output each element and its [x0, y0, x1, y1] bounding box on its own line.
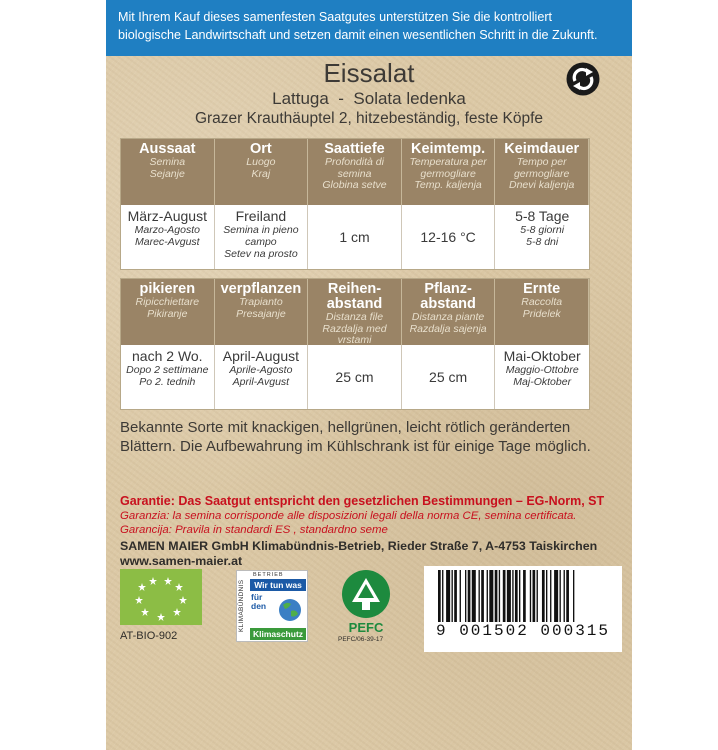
barcode-bar	[499, 570, 500, 622]
company-website: www.samen-maier.at	[120, 554, 243, 568]
header-pikieren: pikieren Ripicchiettare Pikiranje	[121, 279, 215, 345]
guarantee-sl: Garancija: Pravila in standardi ES , standardno seme	[120, 524, 388, 536]
barcode-bar	[533, 570, 536, 622]
barcode-bar	[460, 570, 461, 622]
pefc-tree-icon	[336, 568, 396, 636]
barcode-bar	[537, 570, 538, 622]
barcode-bar	[573, 570, 574, 622]
barcode-bars	[424, 566, 622, 626]
seed-packet-back	[106, 0, 632, 750]
pefc-code: PEFC/06-39-17	[338, 636, 384, 643]
header-pflanzabstand: Pflanz-abstand Distanza piante Razdalja sajenja	[402, 279, 496, 345]
barcode-bar	[512, 570, 513, 622]
barcode-bar	[523, 570, 526, 622]
product-subtitle: Lattuga - Solata ledenka	[272, 89, 466, 108]
barcode-bar	[454, 570, 457, 622]
barcode-bar	[550, 570, 551, 622]
header-reihenabstand: Reihen-abstand Distanza file Razdalja med vrstami	[308, 279, 402, 345]
barcode-bar	[468, 570, 471, 622]
cell-saattiefe: 1 cm	[308, 205, 402, 269]
barcode-bar	[489, 570, 493, 622]
barcode-bar	[530, 570, 531, 622]
barcode-bar	[446, 570, 450, 622]
klima-schutz-text: Klimaschutz	[250, 628, 306, 640]
guarantee-block	[120, 494, 620, 537]
cell-pikieren: nach 2 Wo. Dopo 2 settimane Po 2. tednih	[121, 345, 215, 409]
barcode-digits: 9 001502 000315	[435, 622, 611, 640]
barcode-bar	[566, 570, 569, 622]
intro-line-1: Mit Ihrem Kauf dieses samenfesten Saatgutes unterstützen Sie die kontrolliert	[118, 10, 553, 24]
klima-vertical-text: KLIMABÜNDNIS	[238, 579, 245, 633]
intro-banner	[106, 0, 632, 56]
barcode-bar	[472, 570, 476, 622]
barcode-bar	[507, 570, 511, 622]
barcode-bar	[564, 570, 565, 622]
globe-icon	[277, 595, 303, 625]
barcode-bar	[495, 570, 498, 622]
barcode-bar	[452, 570, 453, 622]
guarantee-de: Garantie: Das Saatgut entspricht den gesetzlichen Bestimmungen – EG-Norm, ST	[120, 494, 605, 508]
product-title: Eissalat	[323, 58, 415, 88]
barcode-bar	[442, 570, 443, 622]
eu-organic-code: AT-BIO-902	[120, 630, 178, 642]
barcode-bar	[481, 570, 484, 622]
eu-organic-leaf-icon	[120, 569, 202, 625]
barcode	[424, 566, 622, 652]
recycle-icon	[566, 62, 600, 96]
barcode-bar	[438, 570, 441, 622]
cell-aussaat: März-August Marzo-Agosto Marec-Avgust	[121, 205, 215, 269]
klimabuendnis-logo	[236, 570, 308, 642]
cell-keimdauer: 5-8 Tage 5-8 giorni 5-8 dni	[495, 205, 589, 269]
company-address: SAMEN MAIER GmbH Klimabündnis-Betrieb, Rieder Straße 7, A-4753 Taiskirchen	[120, 539, 598, 553]
header-ort: Ort Luogo Kraj	[215, 139, 309, 205]
sowing-table	[120, 138, 590, 270]
barcode-bar	[554, 570, 558, 622]
header-ernte: Ernte Raccolta Pridelek	[495, 279, 589, 345]
barcode-bar	[546, 570, 547, 622]
cell-ernte: Mai-Oktober Maggio-Ottobre Maj-Oktober	[495, 345, 589, 409]
variety-description: Bekannte Sorte mit knackigen, hellgrünen, leicht rötlich geränderten Blättern. Die Aufbewahrung im Kühlschrank ist für einige Tage möglich.	[120, 419, 591, 455]
header-keimtemp: Keimtemp. Temperatura per germogliare Temp. kaljenja	[402, 139, 496, 205]
pefc-label: PEFC	[348, 620, 384, 635]
barcode-bar	[479, 570, 480, 622]
klima-fur-text: für den	[251, 592, 267, 611]
header-saattiefe: Saattiefe Profondità di semina Globina setve	[308, 139, 402, 205]
guarantee-it: Garanzia: la semina corrisponde alle disposizioni legali della norma CE, semina certificata.	[120, 510, 577, 522]
klima-wir-text: Wir tun was	[250, 579, 306, 591]
cell-keimtemp: 12-16 °C	[402, 205, 496, 269]
barcode-bar	[503, 570, 506, 622]
barcode-bar	[519, 570, 520, 622]
cell-ort: Freiland Semina in pieno campo Setev na prosto	[215, 205, 309, 269]
cell-pflanzabstand: 25 cm	[402, 345, 496, 409]
product-variety: Grazer Krauthäuptel 2, hitzebeständig, feste Köpfe	[194, 110, 544, 127]
barcode-bar	[465, 570, 466, 622]
barcode-bar	[560, 570, 561, 622]
planting-table	[120, 278, 590, 410]
intro-line-2: biologische Landwirtschaft und setzen damit einen wesentlichen Schritt in die Zukunft.	[118, 28, 598, 42]
header-verpflanzen: verpflanzen Trapianto Presajanje	[215, 279, 309, 345]
cell-reihenabstand: 25 cm	[308, 345, 402, 409]
header-keimdauer: Keimdauer Tempo per germogliare Dnevi kaljenja	[495, 139, 589, 205]
klima-betrieb-text: BETRIEB	[253, 572, 284, 578]
header-aussaat: Aussaat Semina Sejanje	[121, 139, 215, 205]
barcode-bar	[542, 570, 545, 622]
barcode-bar	[515, 570, 518, 622]
barcode-bar	[487, 570, 488, 622]
cell-verpflanzen: April-August Aprile-Agosto April-Avgust	[215, 345, 309, 409]
